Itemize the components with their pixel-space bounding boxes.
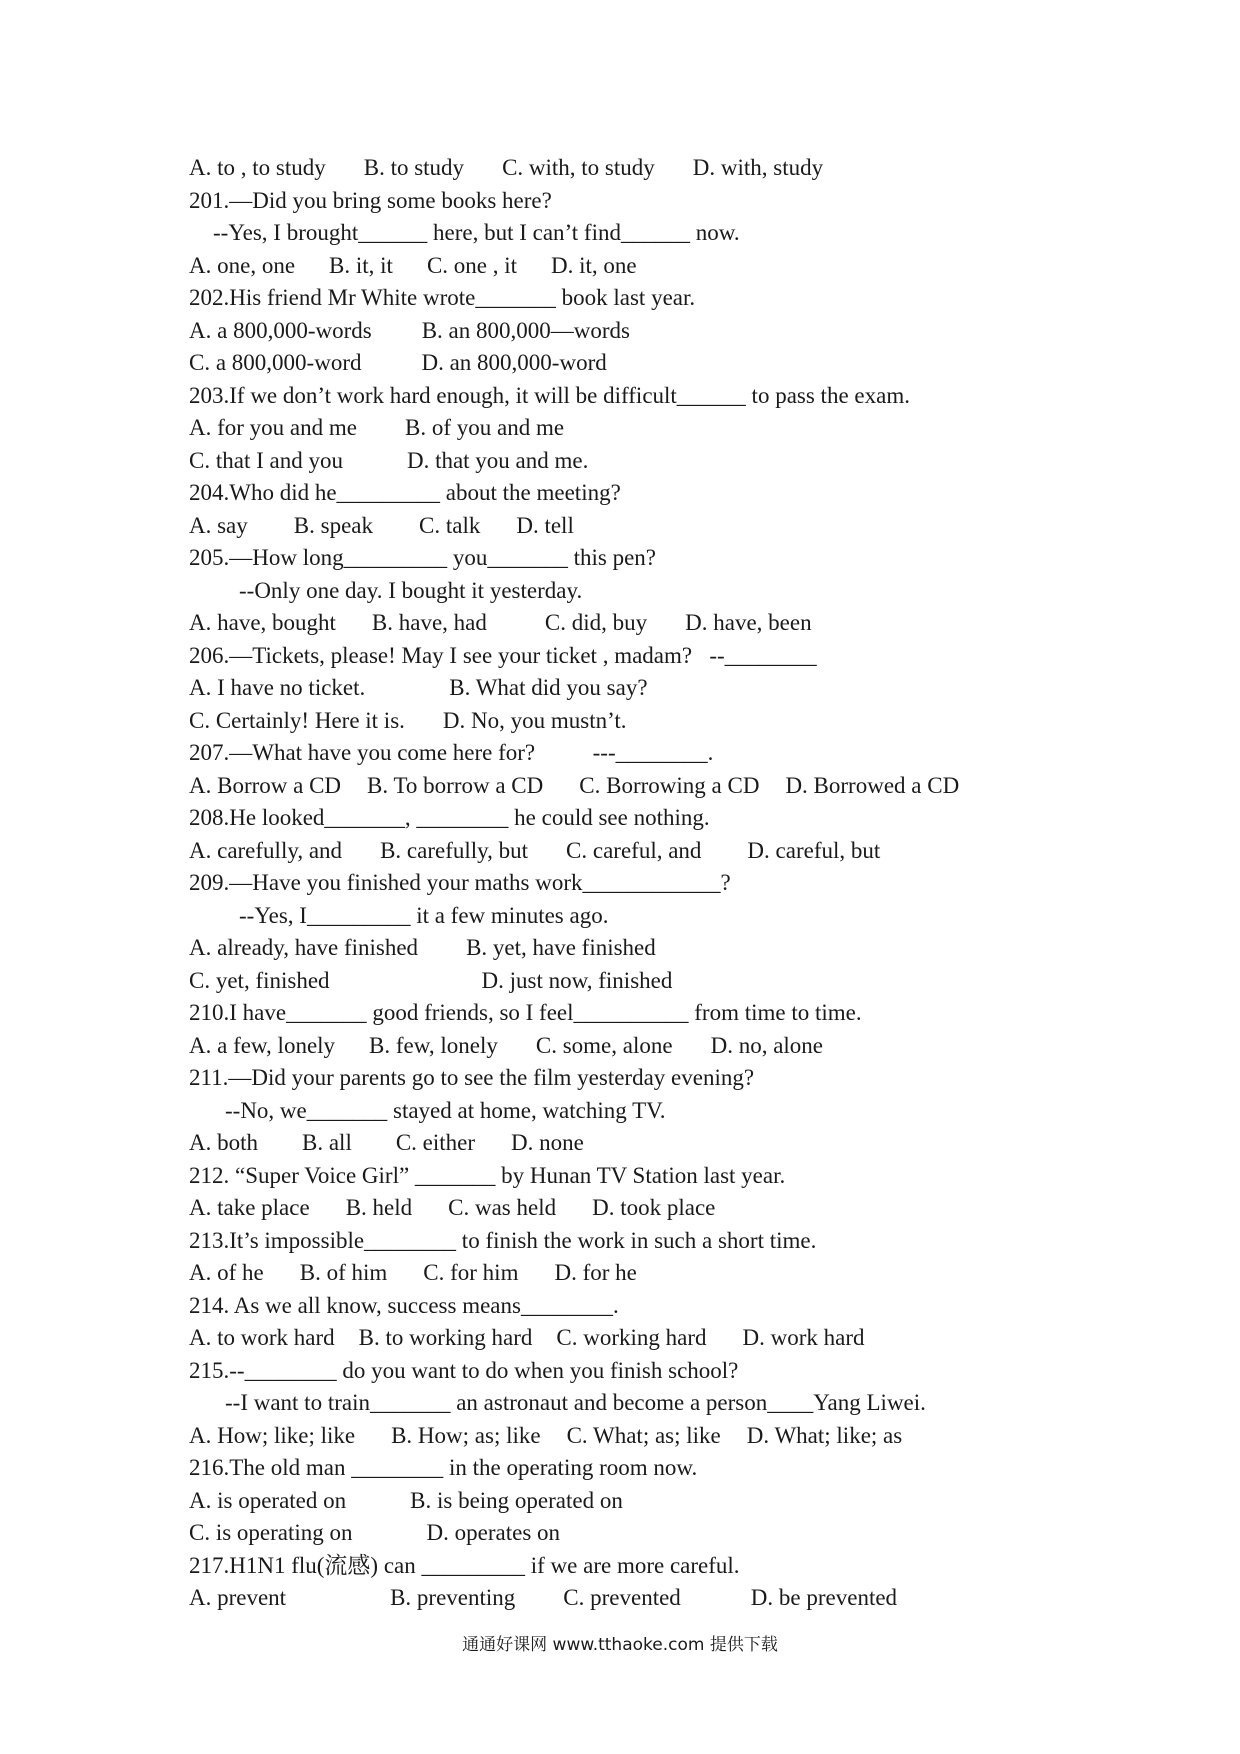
answer-option: A. a 800,000-words [189, 317, 372, 343]
answer-option: A. say [189, 512, 248, 538]
question-text: 204.Who did he_________ about the meeting? [189, 480, 621, 505]
answer-option: A. already, have finished [189, 935, 419, 960]
question-text: --Yes, I brought______ here, but I can’t find______ now. [213, 220, 740, 245]
answer-option: B. is being operated on [410, 1487, 623, 1513]
question-text: 205.—How long_________ you_______ this pen? [189, 545, 657, 570]
answer-options-line [189, 347, 1189, 380]
answer-option: C. talk [419, 512, 481, 538]
answer-option: D. that you and me. [406, 447, 589, 473]
answer-option: B. of him [299, 1260, 388, 1285]
question-text: 203.If we don’t work hard enough, it will be difficult______ to pass the exam. [189, 382, 910, 408]
answer-option: C. one , it [426, 252, 518, 278]
answer-options-line [189, 152, 1189, 185]
answer-option: A. both [189, 1130, 258, 1155]
answer-option: D. What; like; as [746, 1422, 903, 1448]
question-text: 214. As we all know, success means________. [189, 1292, 619, 1318]
answer-option: D. an 800,000-word [421, 350, 607, 375]
answer-option: C. with, to study [502, 155, 655, 180]
question-text: --Only one day. I bought it yesterday. [239, 577, 583, 603]
answer-option: A. of he [189, 1260, 264, 1285]
answer-option: C. What; as; like [566, 1422, 721, 1448]
answer-option: C. Certainly! Here it is. [189, 707, 405, 733]
answer-options-line [189, 607, 1189, 640]
answer-options-line [189, 932, 1189, 965]
answer-option: C. Borrowing a CD [579, 772, 760, 798]
answer-option: C. did, buy [544, 610, 648, 635]
question-list [189, 152, 1189, 1615]
answer-option: D. work hard [742, 1325, 865, 1350]
question-text: 215.--________ do you want to do when you finish school? [189, 1357, 739, 1383]
answer-option: C. was held [448, 1195, 557, 1220]
question-text: 216.The old man ________ in the operating room now. [189, 1455, 698, 1480]
question-text: 212. “Super Voice Girl” _______ by Hunan TV Station last year. [189, 1162, 786, 1188]
answer-option: A. How; like; like [189, 1422, 356, 1448]
question-text: 207.—What have you come here for? ---________. [189, 740, 714, 765]
answer-option: C. for him [423, 1260, 519, 1285]
answer-options-line [189, 1030, 1189, 1063]
answer-option: A. I have no ticket. [189, 675, 366, 700]
answer-options-line [189, 1127, 1189, 1160]
question-text: 209.—Have you finished your maths work____________? [189, 870, 731, 895]
answer-options-line [189, 1192, 1189, 1225]
answer-option: C. either [395, 1130, 476, 1155]
answer-option: D. took place [592, 1195, 716, 1220]
answer-option: D. none [511, 1130, 584, 1155]
answer-option: D. Borrowed a CD [785, 772, 960, 798]
answer-option: A. prevent [189, 1585, 287, 1610]
answer-options-line [189, 412, 1189, 445]
answer-option: D. just now, finished [481, 967, 673, 993]
answer-option: D. careful, but [747, 837, 881, 863]
answer-options-line [189, 1420, 1189, 1453]
answer-option: C. prevented [563, 1585, 681, 1610]
answer-option: D. with, study [692, 155, 824, 180]
answer-option: D. operates on [426, 1520, 561, 1545]
answer-options-line [189, 672, 1189, 705]
answer-options-line [189, 1485, 1189, 1518]
answer-options-line [189, 770, 1189, 803]
answer-option: B. few, lonely [369, 1032, 498, 1058]
answer-option: D. no, alone [710, 1032, 823, 1058]
answer-option: C. working hard [556, 1325, 707, 1350]
answer-option: D. be prevented [750, 1585, 898, 1610]
answer-option: A. for you and me [189, 415, 357, 440]
answer-option: A. a few, lonely [189, 1032, 336, 1058]
answer-option: B. yet, have finished [466, 935, 656, 960]
answer-option: B. What did you say? [449, 675, 648, 700]
answer-option: C. that I and you [189, 447, 343, 473]
answer-option: B. of you and me [405, 415, 565, 440]
answer-options-line [189, 705, 1189, 738]
answer-option: B. have, had [371, 610, 487, 635]
answer-option: A. to work hard [189, 1325, 335, 1350]
question-text: 208.He looked_______, ________ he could see nothing. [189, 805, 710, 830]
answer-option: D. have, been [685, 610, 812, 635]
answer-option: B. carefully, but [380, 837, 529, 863]
answer-option: A. have, bought [189, 610, 336, 635]
answer-options-line [189, 445, 1189, 478]
question-text: 202.His friend Mr White wrote_______ book last year. [189, 285, 696, 310]
answer-option: B. an 800,000—words [421, 317, 630, 343]
answer-option: B. To borrow a CD [367, 772, 544, 798]
question-text: --Yes, I_________ it a few minutes ago. [239, 902, 609, 928]
question-text: 213.It’s impossible________ to finish the work in such a short time. [189, 1227, 817, 1253]
question-text: 201.—Did you bring some books here? [189, 187, 552, 213]
answer-option: B. How; as; like [391, 1422, 541, 1448]
answer-option: A. one, one [189, 252, 296, 278]
answer-options-line [189, 1322, 1189, 1355]
answer-options-line [189, 965, 1189, 998]
answer-options-line [189, 1517, 1189, 1550]
question-text: 217.H1N1 flu(流感) can _________ if we are more careful. [189, 1552, 740, 1578]
answer-option: C. careful, and [566, 837, 702, 863]
answer-option: D. No, you mustn’t. [442, 707, 627, 733]
answer-options-line [189, 835, 1189, 868]
question-text: 210.I have_______ good friends, so I feel__________ from time to time. [189, 1000, 862, 1025]
answer-options-line [189, 315, 1189, 348]
answer-options-line [189, 510, 1189, 543]
answer-option: B. held [345, 1195, 413, 1220]
answer-option: C. a 800,000-word [189, 350, 362, 375]
page-footer: 通通好课网 www.tthaoke.com 提供下载 [462, 1635, 778, 1655]
question-text: --No, we_______ stayed at home, watching TV. [225, 1097, 666, 1123]
answer-option: C. yet, finished [189, 967, 330, 993]
answer-option: A. to , to study [189, 155, 326, 180]
answer-option: D. for he [554, 1260, 637, 1285]
answer-option: A. carefully, and [189, 837, 343, 863]
answer-option: A. Borrow a CD [189, 772, 342, 798]
answer-options-line [189, 1257, 1189, 1290]
answer-option: B. it, it [329, 252, 393, 278]
answer-option: B. preventing [390, 1585, 516, 1610]
question-text: --I want to train_______ an astronaut and become a person____Yang Liwei. [225, 1390, 926, 1415]
answer-option: A. is operated on [189, 1487, 347, 1513]
answer-option: B. speak [293, 512, 373, 538]
answer-option: D. tell [516, 512, 574, 538]
answer-option: B. to study [363, 155, 465, 180]
answer-option: B. to working hard [358, 1325, 533, 1350]
question-text: 206.—Tickets, please! May I see your ticket , madam? --________ [189, 642, 817, 668]
answer-options-line [189, 250, 1189, 283]
answer-option: C. is operating on [189, 1520, 353, 1545]
answer-option: A. take place [189, 1195, 310, 1220]
answer-option: D. it, one [551, 252, 637, 278]
answer-option: B. all [302, 1130, 352, 1155]
answer-options-line [189, 1582, 1189, 1615]
question-text: 211.—Did your parents go to see the film yesterday evening? [189, 1065, 755, 1090]
answer-option: C. some, alone [535, 1032, 673, 1058]
